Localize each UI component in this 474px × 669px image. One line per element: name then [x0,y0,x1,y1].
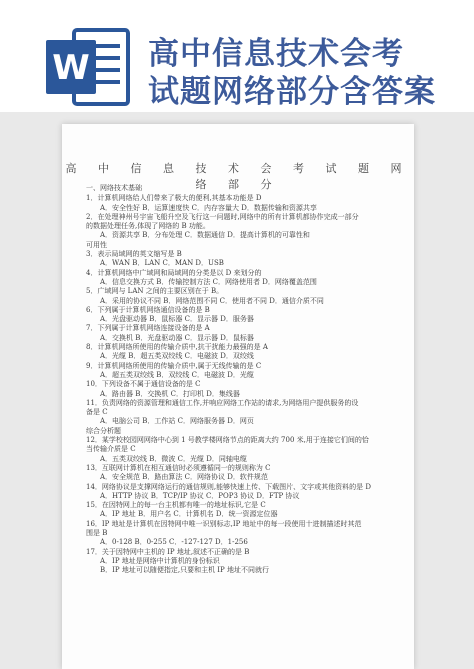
question-line: 的数据处理任务,体现了网络的 B 功能。 [86,222,210,231]
answer-options-line: A．HTTP 协议 B．TCP/IP 协议 C．POP3 协议 D．FTP 协议 [100,491,300,500]
question-line: 16．IP 地址是计算机在因特网中唯一识别标志,IP 地址中的每一段使用十进制描述时其范 [86,519,362,528]
question-line: 14．网络协议是支撑网络运行的通信规则,能够快速上传、下载图片、文字或其他资料的是 D [86,482,371,491]
question-line: 5．广域网与 LAN 之间的主要区别在于 B。 [86,287,224,296]
question-line: 当传输介质是 C [86,445,136,454]
page-header [0,0,474,112]
page-title-line1: 高中信息技术会考 [148,36,404,72]
question-line: 可用性 [86,240,107,249]
answer-options-line: A．五类双绞线 B．微波 C．光缆 D．同轴电缆 [100,454,247,463]
question-line: 8．计算机网络所使用的传输介质中,抗干扰能力最强的是 A [86,343,268,352]
answer-options-line: A．资源共享 B．分布处理 C．数据通信 D．提高计算机的可靠性和 [100,231,310,240]
answer-options-line: A．交换机 B．光盘驱动器 C．显示器 D．鼠标器 [100,333,254,342]
question-line: 12．某学校校园网网络中心到 1 号教学楼网络节点的距离大约 700 米,用于连接它们间的恰 [86,436,369,445]
answer-options-line: A．0-128 B．0-255 C．-127-127 D．1-256 [100,538,248,547]
answer-options-line: A．超五类双绞线 B．双绞线 C．电磁波 D．光缆 [100,370,254,379]
answer-options-line: A．采用的协议不同 B．网络范围不同 C．使用者不同 D．通信介质不同 [100,296,324,305]
word-document-icon [44,26,132,108]
answer-options-line: A．IP 地址 B．用户名 C．计算机名 D．统一资源定位器 [100,510,278,519]
answer-options-line: A．光盘驱动器 B．鼠标器 C．显示器 D．服务器 [100,315,254,324]
answer-options-line: A．信息交换方式 B．传输控制方法 C．网络使用者 D．网络覆盖范围 [100,277,317,286]
question-line: 2．在处理神州号宇宙飞船升空及飞行这一问题时,网络中的所有计算机都协作完成一部分 [86,212,359,221]
question-line: 3．表示局域网的英文缩写是 B [86,250,182,259]
page-title-line2: 试题网络部分含答案 [148,74,436,110]
answer-options-line: B．IP 地址可以随便指定,只要和主机 IP 地址不同就行 [100,566,269,575]
section-heading: 一、网络技术基础 [86,184,142,192]
document-page [62,124,414,669]
question-line: 17．关于因特网中主机的 IP 地址,叙述不正确的是 B [86,547,250,556]
document-body [86,184,404,575]
answer-options-line: A．安全规范 B．路由算法 C．网络协议 D．软件规范 [100,473,268,482]
question-line: 6．下列属于计算机网络通信设备的是 B [86,305,210,314]
question-line: 备是 C [86,408,108,417]
question-line: 围是 B [86,528,108,537]
answer-options-line: A．WAN B．LAN C．MAN D．USB [100,259,224,268]
answer-options-line: A．光缆 B．超五类双绞线 C．电磁波 D．双绞线 [100,352,254,361]
question-line: 10．下列设备不属于通信设备的是 C [86,380,201,389]
svg-text:W: W [52,48,90,88]
question-line: 15．在因特网上的每一台主机都有唯一的地址标识,它是 C [86,501,266,510]
question-line: 13．互联网计算机在相互通信时必须遵循同一的规则称为 C [86,463,271,472]
question-line: 4．计算机网络中广域网和局域网的分类是以 D 来划分的 [86,268,262,277]
answer-options-line: A．电脑公司 B．工作站 C．网络服务器 D．网页 [100,417,254,426]
question-line: 9．计算机网络所使用的传输介质中,属于无线传输的是 C [86,361,262,370]
question-line: 11．负责网络的资源管理和通信工作,并响应网络工作站的请求,为网络用户提供服务的设 [86,398,359,407]
answer-options-line: A．IP 地址是网络中计算机的身份标识 [100,556,220,565]
document-title: 高 中 信 息 技 术 会 考 试 题 网 络 部 分 [65,162,411,191]
question-line: 1．计算机网络给人们带来了极大的便利,其基本功能是 D [86,194,262,203]
question-line: 7．下列属于计算机网络连接设备的是 A [86,324,210,333]
answer-options-line: A．安全性好 B．运算速度快 C．内存容量大 D．数据传输和资源共享 [100,203,317,212]
answer-options-line: A．路由器 B．交换机 C．打印机 D．集线器 [100,389,240,398]
question-line: 综合分析题 [86,426,121,435]
